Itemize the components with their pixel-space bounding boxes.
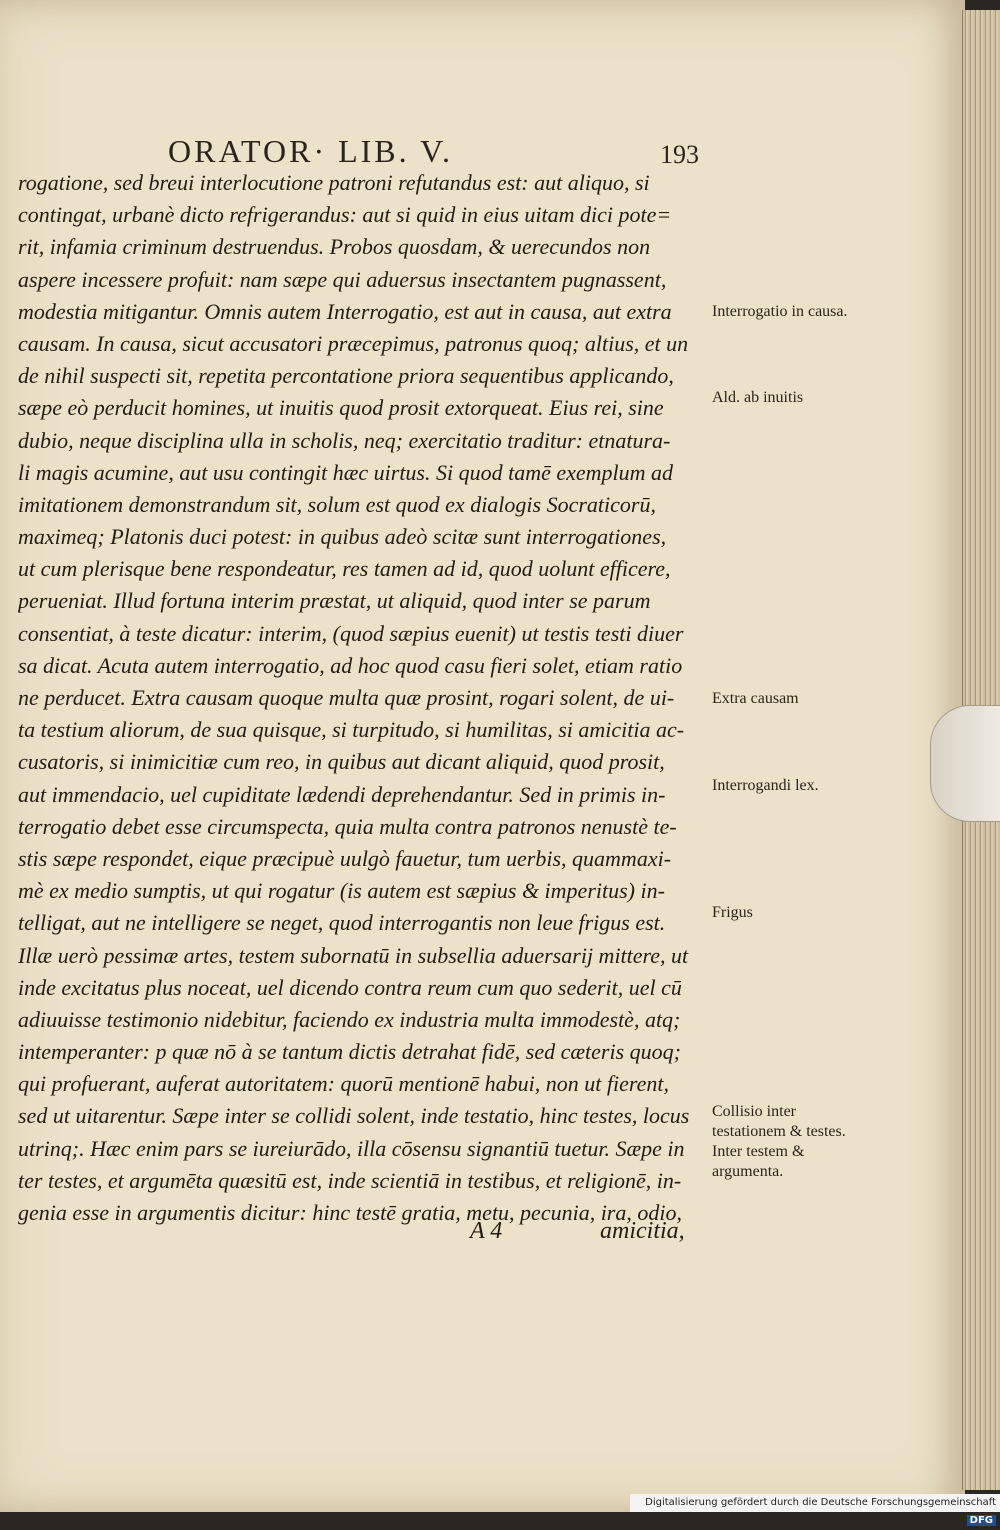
margin-note: Collisio inter testationem & testes. Inter testem & argumenta. bbox=[712, 1103, 846, 1180]
margin-note: Frigus bbox=[712, 904, 753, 921]
text-line: ne perducet. Extra causam quoque multa quæ prosint, rogari solent, de ui- bbox=[18, 685, 675, 710]
dfg-logo-icon: DFG bbox=[967, 1515, 996, 1526]
signature-mark: A 4 bbox=[470, 1218, 503, 1244]
text-line: genia esse in argumentis dicitur: hinc testē gratia, metu, pecunia, ira, odio, bbox=[18, 1200, 682, 1225]
text-line: de nihil suspecti sit, repetita percontatione priora sequentibus applicando, bbox=[18, 363, 674, 389]
text-line: mè ex medio sumptis, ut qui rogatur (is autem est sæpius & imperitus) in- bbox=[18, 878, 665, 904]
text-line: inde excitatus plus noceat, uel dicendo contra reum cum quo sederit, uel cū bbox=[18, 974, 682, 1000]
text-line: causam. In causa, sicut accusatori præcepimus, patronus quoq; altius, et un bbox=[18, 330, 689, 356]
text-line: li magis acumine, aut usu contingit hæc uirtus. Si quod tamē exemplum ad bbox=[18, 459, 674, 485]
text-line: stis sæpe respondet, eique præcipuè uulgò fauetur, tum uerbis, quammaxi- bbox=[18, 845, 672, 871]
text-line: aut immendacio, uel cupiditate lædendi deprehendantur. Sed in primis in- bbox=[18, 781, 666, 807]
text-line: adiuuisse testimonio nidebitur, faciendo ex industria multa immodestè, atq; bbox=[18, 1006, 681, 1032]
text-line: telligat, aut ne intelligere se neget, quod interrogantis non leue frigus est. bbox=[18, 910, 666, 936]
margin-note: Ald. ab inuitis bbox=[712, 389, 804, 406]
text-line: modestia mitigantur. Omnis autem Interrogatio, est aut in causa, aut extra bbox=[18, 298, 672, 324]
margin-note: Interrogatio in causa. bbox=[712, 303, 848, 320]
text-line: intemperanter: p quæ nō à se tantum dictis detrahat fidē, sed cæteris quoq; bbox=[18, 1039, 681, 1065]
page-number: 193 bbox=[660, 140, 699, 169]
credit-text: Digitalisierung gefördert durch die Deutsche Forschungsgemeinschaft bbox=[645, 1497, 996, 1508]
text-line: aspere incessere profuit: nam sæpe qui aduersus insectantem pugnassent, bbox=[18, 266, 667, 292]
text-line: Illæ uerò pessimæ artes, testem subornatū in subsellia aduersarij mittere, ut bbox=[18, 942, 689, 968]
text-line: sed ut uitarentur. Sæpe inter se collidi solent, inde testatio, hinc testes, locus bbox=[18, 1103, 690, 1129]
text-line: sæpe eò perducit homines, ut inuitis quod prosit extorqueat. Eius rei, sine bbox=[18, 395, 664, 421]
text-line: imitationem demonstrandum sit, solum est quod ex dialogis Socraticorū, bbox=[18, 491, 656, 517]
text-line: consentiat, à teste dicatur: interim, (quod sæpius euenit) ut testis testi diuer bbox=[18, 620, 684, 646]
text-line: ter testes, et argumēta quæsitū est, inde scientiā in testibus, et religionē, in- bbox=[18, 1167, 682, 1193]
margin-note: Extra causam bbox=[712, 690, 799, 707]
text-line: rit, infamia criminum destruendus. Probos quosdam, & uerecundos non bbox=[18, 234, 651, 260]
text-line: ut cum plerisque bene respondeatur, res tamen ad id, quod uolunt efficere, bbox=[18, 556, 671, 582]
text-line: contingat, urbanè dicto refrigerandus: aut si quid in eius uitam dici pote= bbox=[18, 202, 672, 228]
text-line: qui profuerant, auferat autoritatem: quorū mentionē habui, non ut fierent, bbox=[18, 1071, 669, 1097]
text-line: sa dicat. Acuta autem interrogatio, ad hoc quod casu fieri solet, etiam ratio bbox=[18, 652, 683, 678]
body-text bbox=[18, 167, 708, 1229]
bookmark-clip bbox=[930, 705, 1000, 822]
text-line: ta testium aliorum, de sua quisque, si turpitudo, si humilitas, si amicitia ac- bbox=[18, 717, 685, 743]
text-line: terrogatio debet esse circumspecta, quia multa contra patronos nenustè te- bbox=[18, 813, 677, 839]
digitization-credit bbox=[630, 1494, 1000, 1526]
text-line: dubio, neque disciplina ulla in scholis, neq; exercitatio traditur: etnatura- bbox=[18, 427, 671, 453]
text-line: utrinq;. Hæc enim pars se iureiurādo, illa cōsensu signantiū tuetur. Sæpe in bbox=[18, 1135, 685, 1161]
text-line: rogatione, sed breui interlocutione patroni refutandus est: aut aliquo, si bbox=[18, 170, 650, 195]
text-line: perueniat. Illud fortuna interim præstat, ut aliquid, quod inter se parum bbox=[18, 588, 651, 614]
text-line: cusatoris, si inimicitiæ cum reo, in quibus aut dicant aliquid, quod prosit, bbox=[18, 749, 665, 775]
text-line: maximeq; Platonis duci potest: in quibus adeò scitæ sunt interrogationes, bbox=[18, 524, 667, 550]
running-head: ORATOR· LIB. V. bbox=[168, 133, 454, 169]
catchword: amicitia, bbox=[600, 1218, 685, 1244]
margin-note: Interrogandi lex. bbox=[712, 777, 819, 794]
